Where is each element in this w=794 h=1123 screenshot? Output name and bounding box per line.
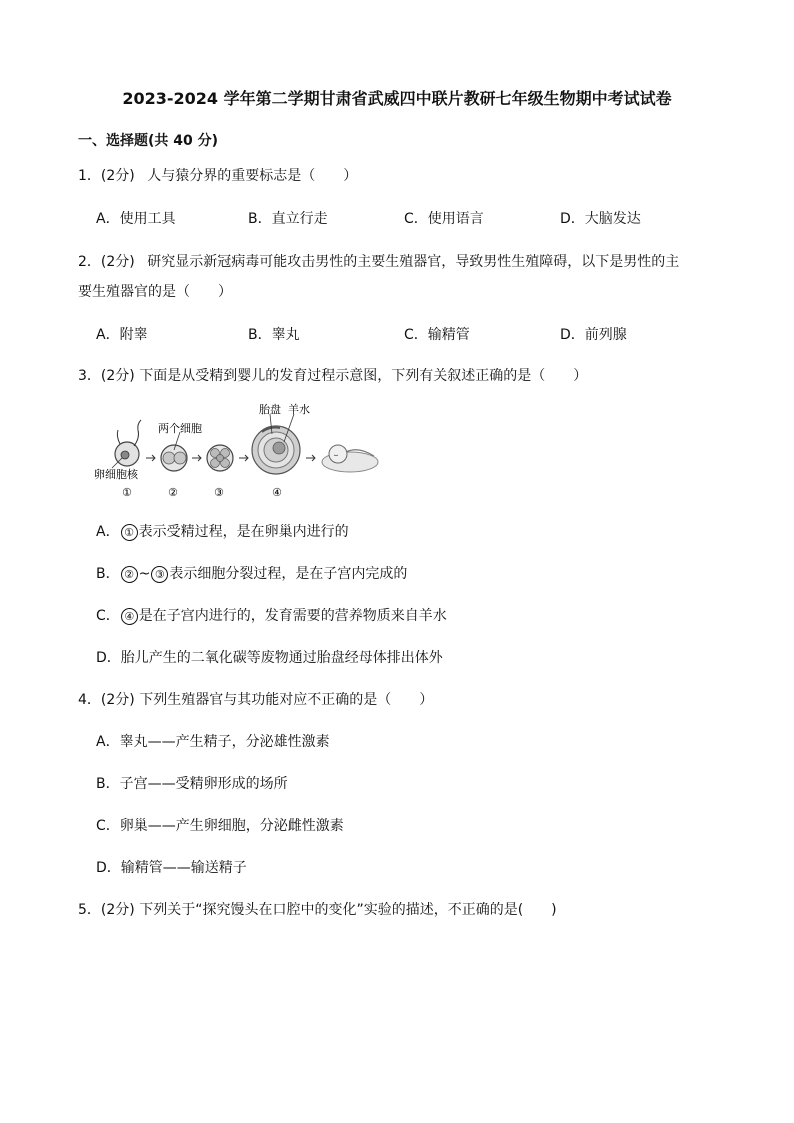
question-text: 人与猿分界的重要标志是（ ） — [147, 168, 358, 184]
option-a[interactable]: A．使用工具 — [96, 211, 176, 227]
question-text-line1: 研究显示新冠病毒可能攻击男性的主要生殖器官，导致男性生殖障碍，以下是男性的主 — [147, 254, 680, 270]
question-2-cont — [78, 278, 718, 306]
option-b[interactable]: B．直立行走 — [248, 211, 328, 227]
option-a[interactable]: A．附睾 — [96, 327, 148, 343]
question-number: 1．(2分) — [78, 168, 135, 184]
stage-4-label: ④ — [272, 486, 282, 499]
option-prefix: D． — [96, 650, 121, 666]
label-egg-nucleus: 卵细胞核 — [94, 468, 138, 481]
option-c[interactable]: C．使用语言 — [404, 211, 484, 227]
label-amniotic: 羊水 — [288, 403, 310, 416]
option-d[interactable]: D．前列腺 — [560, 327, 627, 343]
baby-icon — [322, 445, 378, 472]
label-two-cells: 两个细胞 — [158, 422, 202, 435]
question-number: 5．(2分) — [78, 902, 135, 918]
q4-option-d[interactable]: D．输精管——输送精子 — [96, 860, 247, 876]
q4-option-c[interactable]: C．卵巢——产生卵细胞，分泌雌性激素 — [96, 818, 344, 834]
stage-3-label: ③ — [214, 486, 224, 499]
question-1 — [78, 162, 718, 190]
question-number: 4．(2分) — [78, 692, 135, 708]
question-text-line2: 要生殖器官的是（ ） — [78, 284, 232, 300]
circled-number: ③ — [151, 566, 168, 583]
question-text: 下面是从受精到婴儿的发育过程示意图，下列有关叙述正确的是（ ） — [139, 368, 588, 384]
egg-cell-icon — [115, 420, 141, 466]
range-tilde: ~ — [138, 566, 151, 582]
q4-option-b[interactable]: B．子宫——受精卵形成的场所 — [96, 776, 288, 792]
question-3 — [78, 362, 718, 390]
option-text: 胎儿产生的二氧化碳等废物通过胎盘经母体排出体外 — [120, 650, 443, 666]
q3-option-a[interactable] — [96, 521, 349, 541]
question-5 — [78, 896, 718, 924]
arrow-icon — [192, 455, 201, 461]
question-1-options — [96, 208, 716, 230]
fetus-in-uterus-icon — [252, 426, 300, 474]
q3-option-d[interactable] — [96, 647, 443, 667]
stage-2-label: ② — [168, 486, 178, 499]
q3-option-c[interactable] — [96, 605, 447, 625]
question-number: 2．(2分) — [78, 254, 135, 270]
q3-option-b[interactable] — [96, 563, 407, 583]
question-text: 下列关于“探究馒头在口腔中的变化”实验的描述，不正确的是( ) — [139, 902, 557, 918]
section-heading: 一、选择题(共 40 分) — [78, 133, 219, 149]
q4-option-a[interactable]: A．睾丸——产生精子，分泌雄性激素 — [96, 734, 330, 750]
circled-number: ① — [121, 524, 138, 541]
arrow-icon — [146, 455, 155, 461]
question-2 — [78, 248, 718, 276]
development-diagram — [94, 402, 394, 502]
question-2-options — [96, 324, 716, 346]
option-c[interactable]: C．输精管 — [404, 327, 470, 343]
option-d[interactable]: D．大脑发达 — [560, 211, 641, 227]
option-prefix: C． — [96, 608, 120, 624]
circled-number: ② — [121, 566, 138, 583]
exam-title: 2023-2024 学年第二学期甘肃省武威四中联片教研七年级生物期中考试试卷 — [122, 89, 672, 108]
question-4 — [78, 686, 718, 714]
arrow-icon — [239, 455, 248, 461]
morula-icon — [207, 445, 233, 471]
arrow-icon — [306, 455, 315, 461]
option-prefix: B． — [96, 566, 120, 582]
option-b[interactable]: B．睾丸 — [248, 327, 300, 343]
question-number: 3．(2分) — [78, 368, 135, 384]
development-diagram-svg — [94, 402, 394, 502]
stage-1-label: ① — [122, 486, 132, 499]
option-prefix: A． — [96, 524, 120, 540]
option-text: 是在子宫内进行的，发育需要的营养物质来自羊水 — [138, 608, 447, 624]
option-text: 表示细胞分裂过程，是在子宫内完成的 — [169, 566, 408, 582]
circled-number: ④ — [121, 608, 138, 625]
label-placenta: 胎盘 — [259, 403, 281, 416]
option-text: 表示受精过程，是在卵巢内进行的 — [138, 524, 349, 540]
question-text: 下列生殖器官与其功能对应不正确的是（ ） — [139, 692, 434, 708]
